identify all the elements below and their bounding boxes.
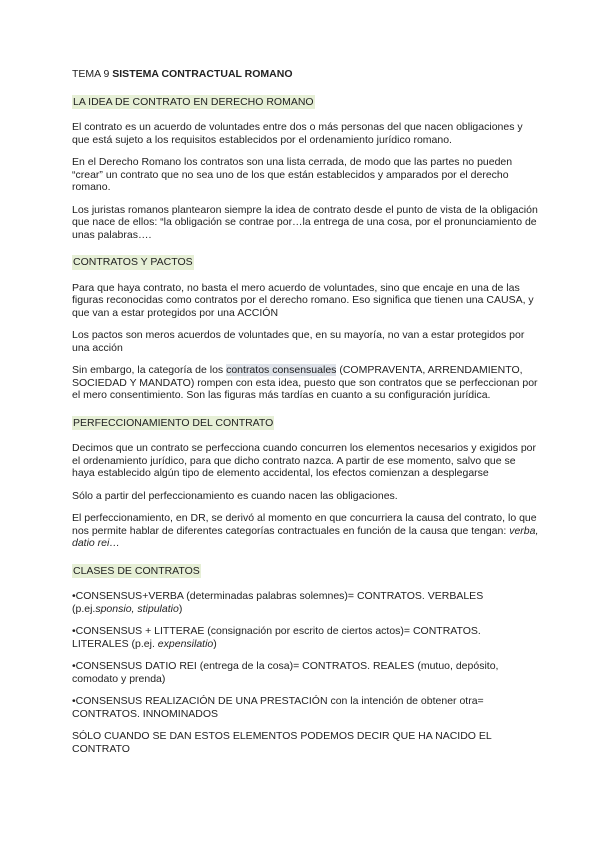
text-run: ) — [213, 637, 217, 650]
final-statement: SÓLO CUANDO SE DAN ESTOS ELEMENTOS PODEMOS DECIR QUE HA NACIDO EL CONTRATO — [72, 730, 492, 755]
title-prefix: TEMA 9 — [72, 68, 113, 80]
paragraph: Sólo a partir del perfeccionamiento es cuando nacen las obligaciones. — [72, 489, 398, 502]
text-run: •CONSENSUS + LITTERAE (consignación por escrito de ciertos actos)= CONTRATOS. LITERALES (p.ej. — [72, 625, 481, 650]
section-idea-contrato — [72, 95, 540, 242]
paragraph: Los juristas romanos plantearon siempre la idea de contrato desde el punto de vista de la obligación que nace de ellos: “la obligación se contrae por…la entrega de una cosa, por el pronunciamiento de unas palabras…. — [72, 203, 538, 241]
text-run: El perfeccionamiento, en DR, se derivó al momento en que concurriera la causa del contrato, lo que nos permite hablar de diferentes categorías contractuales en función de la causa que tengan: — [72, 512, 537, 537]
text-run: (COMPRAVENTA, ARRENDAMIENTO, SOCIEDAD Y MANDATO) rompen con esta idea, puesto que son contratos que se perfeccionan por el mero consentimiento. Son las figuras más tardías en cuanto a su configuración jurídica. — [72, 364, 538, 401]
highlighted-text: contratos consensuales — [226, 364, 337, 376]
list-item — [72, 590, 540, 615]
section-heading: LA IDEA DE CONTRATO EN DERECHO ROMANO — [73, 95, 314, 108]
paragraph: El contrato es un acuerdo de voluntades entre dos o más personas del que nacen obligaciones y que está sujeto a los requisitos establecidos por el ordenamiento jurídico romano. — [72, 121, 523, 146]
title-main: SISTEMA CONTRACTUAL ROMANO — [112, 68, 293, 80]
paragraph: Decimos que un contrato se perfecciona cuando concurren los elementos necesarios y exigidos por el ordenamiento jurídico, para que dicho contrato nazca. A partir de ese momento, salvo que se haya establecido algún tipo de elemento accidental, los efectos comienzan a desplegarse — [72, 442, 537, 479]
section-heading: CONTRATOS Y PACTOS — [73, 256, 193, 268]
section-heading: CLASES DE CONTRATOS — [73, 564, 200, 577]
italic-text: verba, datio rei… — [72, 524, 539, 549]
section-contratos-pactos — [72, 255, 540, 402]
list-item: •CONSENSUS REALIZACIÓN DE UNA PRESTACIÓN con la intención de obtener otra= CONTRATOS. INNOMINADOS — [72, 695, 484, 720]
text-run: ) — [178, 602, 183, 615]
page-title — [72, 68, 540, 81]
paragraph — [72, 512, 540, 550]
paragraph: Para que haya contrato, no basta el mero acuerdo de voluntades, sino que encaje en una de las figuras reconocidas como contratos por el derecho romano. Eso significa que tienen una CAUSA, y que van a estar protegidos por una ACCIÓN — [72, 281, 534, 319]
list-item — [72, 625, 540, 650]
italic-text: sponsio, stipulatio — [95, 602, 179, 615]
italic-text: expensilatio — [157, 637, 214, 650]
paragraph: En el Derecho Romano los contratos son una lista cerrada, de modo que las partes no pueden “crear” un contrato que no sea uno de los que están establecidos y amparados por el derecho romano. — [72, 156, 513, 193]
list-item: •CONSENSUS DATIO REI (entrega de la cosa)= CONTRATOS. REALES (mutuo, depósito, comodato y prenda) — [72, 660, 499, 685]
section-clases-contratos — [72, 564, 540, 756]
section-perfeccionamiento — [72, 416, 540, 550]
text-run: •CONSENSUS+VERBA (determinadas palabras solemnes)= CONTRATOS. VERBALES (p.ej. — [72, 590, 484, 615]
section-heading: PERFECCIONAMIENTO DEL CONTRATO — [73, 416, 274, 429]
paragraph: Los pactos son meros acuerdos de voluntades que, en su mayoría, no van a estar protegidos por una acción — [72, 329, 525, 354]
text-run: Sin embargo, la categoría de los — [72, 364, 227, 376]
paragraph — [72, 364, 540, 402]
